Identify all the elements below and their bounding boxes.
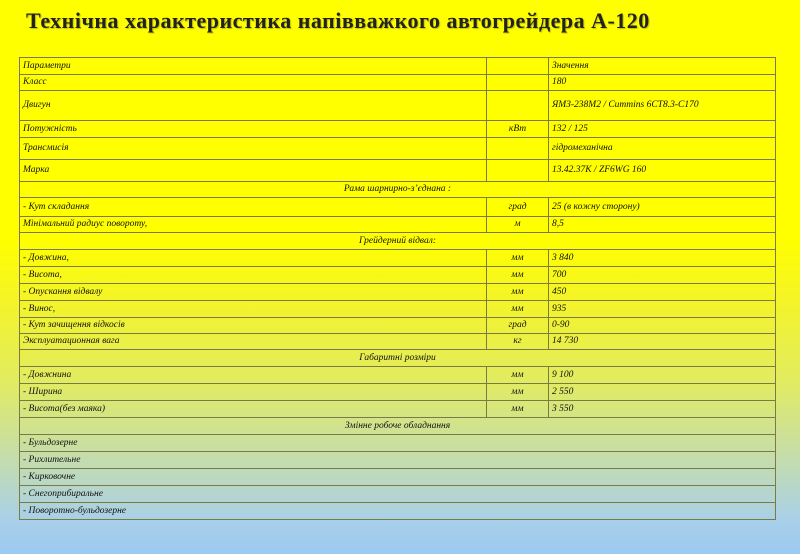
value-cell: 180 — [549, 75, 776, 91]
section-header: Грейдерний відвал: — [20, 233, 776, 250]
value-cell: 9 100 — [549, 367, 776, 384]
value-cell: 0-90 — [549, 318, 776, 334]
table-row — [20, 198, 776, 217]
unit-cell: мм — [487, 267, 549, 284]
unit-cell: м — [487, 217, 549, 233]
param-cell: Мінімальний радиус повороту, — [20, 217, 487, 233]
section-row — [20, 233, 776, 250]
value-cell: 3 550 — [549, 401, 776, 418]
unit-cell — [487, 75, 549, 91]
table-row — [20, 367, 776, 384]
param-cell: - Бульдозерне — [20, 435, 776, 452]
param-cell: - Кут складання — [20, 198, 487, 217]
table-row — [20, 435, 776, 452]
unit-cell: мм — [487, 284, 549, 301]
unit-cell: град — [487, 318, 549, 334]
value-cell: 8,5 — [549, 217, 776, 233]
value-cell: гідромеханічна — [549, 138, 776, 160]
table-row — [20, 121, 776, 138]
param-cell: - Кирковочне — [20, 469, 776, 486]
table-row — [20, 401, 776, 418]
table-row — [20, 469, 776, 486]
unit-cell: кг — [487, 334, 549, 350]
table-row — [20, 250, 776, 267]
table-row — [20, 75, 776, 91]
unit-cell: кВт — [487, 121, 549, 138]
value-cell: 132 / 125 — [549, 121, 776, 138]
page-title: Технічна характеристика напівважкого автогрейдера А-120 — [26, 8, 650, 33]
value-cell: 14 730 — [549, 334, 776, 350]
param-cell: - Довжнина — [20, 367, 487, 384]
unit-cell — [487, 160, 549, 182]
param-cell: - Висота(без маяка) — [20, 401, 487, 418]
table-row — [20, 217, 776, 233]
param-cell: - Поворотно-бульдозерне — [20, 503, 776, 520]
unit-cell: град — [487, 198, 549, 217]
value-cell: 25 (в кожну сторону) — [549, 198, 776, 217]
value-cell: ЯМЗ-238М2 / Cummins 6CT8.3-C170 — [549, 91, 776, 121]
value-cell: 935 — [549, 301, 776, 318]
table-row — [20, 267, 776, 284]
section-header: Змінне робоче обладнання — [20, 418, 776, 435]
unit-cell: мм — [487, 301, 549, 318]
unit-cell — [487, 58, 549, 75]
section-header: Габаритні розміри — [20, 350, 776, 367]
value-cell: 3 840 — [549, 250, 776, 267]
section-header: Рама шарнирно-з’єднана : — [20, 182, 776, 198]
table-row — [20, 334, 776, 350]
table-row — [20, 452, 776, 469]
value-cell: Значення — [549, 58, 776, 75]
spec-table — [19, 57, 776, 520]
unit-cell: мм — [487, 250, 549, 267]
table-row — [20, 301, 776, 318]
param-cell: - Ширина — [20, 384, 487, 401]
table-row — [20, 384, 776, 401]
unit-cell: мм — [487, 401, 549, 418]
param-cell: - Висота, — [20, 267, 487, 284]
param-cell: - Опускання відвалу — [20, 284, 487, 301]
param-cell: - Винос, — [20, 301, 487, 318]
param-cell: Эксплуатационная вага — [20, 334, 487, 350]
value-cell: 700 — [549, 267, 776, 284]
table-row — [20, 284, 776, 301]
param-cell: Потужність — [20, 121, 487, 138]
table-row — [20, 58, 776, 75]
param-cell: Трансмисія — [20, 138, 487, 160]
section-row — [20, 418, 776, 435]
table-row — [20, 486, 776, 503]
unit-cell: мм — [487, 384, 549, 401]
param-cell: - Довжина, — [20, 250, 487, 267]
table-row — [20, 160, 776, 182]
unit-cell — [487, 138, 549, 160]
param-cell: Класс — [20, 75, 487, 91]
param-cell: - Снегоприбиральне — [20, 486, 776, 503]
section-row — [20, 182, 776, 198]
table-row — [20, 503, 776, 520]
table-row — [20, 138, 776, 160]
value-cell: 2 550 — [549, 384, 776, 401]
table-row — [20, 91, 776, 121]
param-cell: Параметри — [20, 58, 487, 75]
value-cell: 450 — [549, 284, 776, 301]
spec-table-body — [20, 58, 776, 520]
table-row — [20, 318, 776, 334]
param-cell: Двигун — [20, 91, 487, 121]
unit-cell — [487, 91, 549, 121]
param-cell: Марка — [20, 160, 487, 182]
param-cell: - Рихлительне — [20, 452, 776, 469]
unit-cell: мм — [487, 367, 549, 384]
value-cell: 13.42.37К / ZF6WG 160 — [549, 160, 776, 182]
section-row — [20, 350, 776, 367]
param-cell: - Кут зачищення відкосів — [20, 318, 487, 334]
